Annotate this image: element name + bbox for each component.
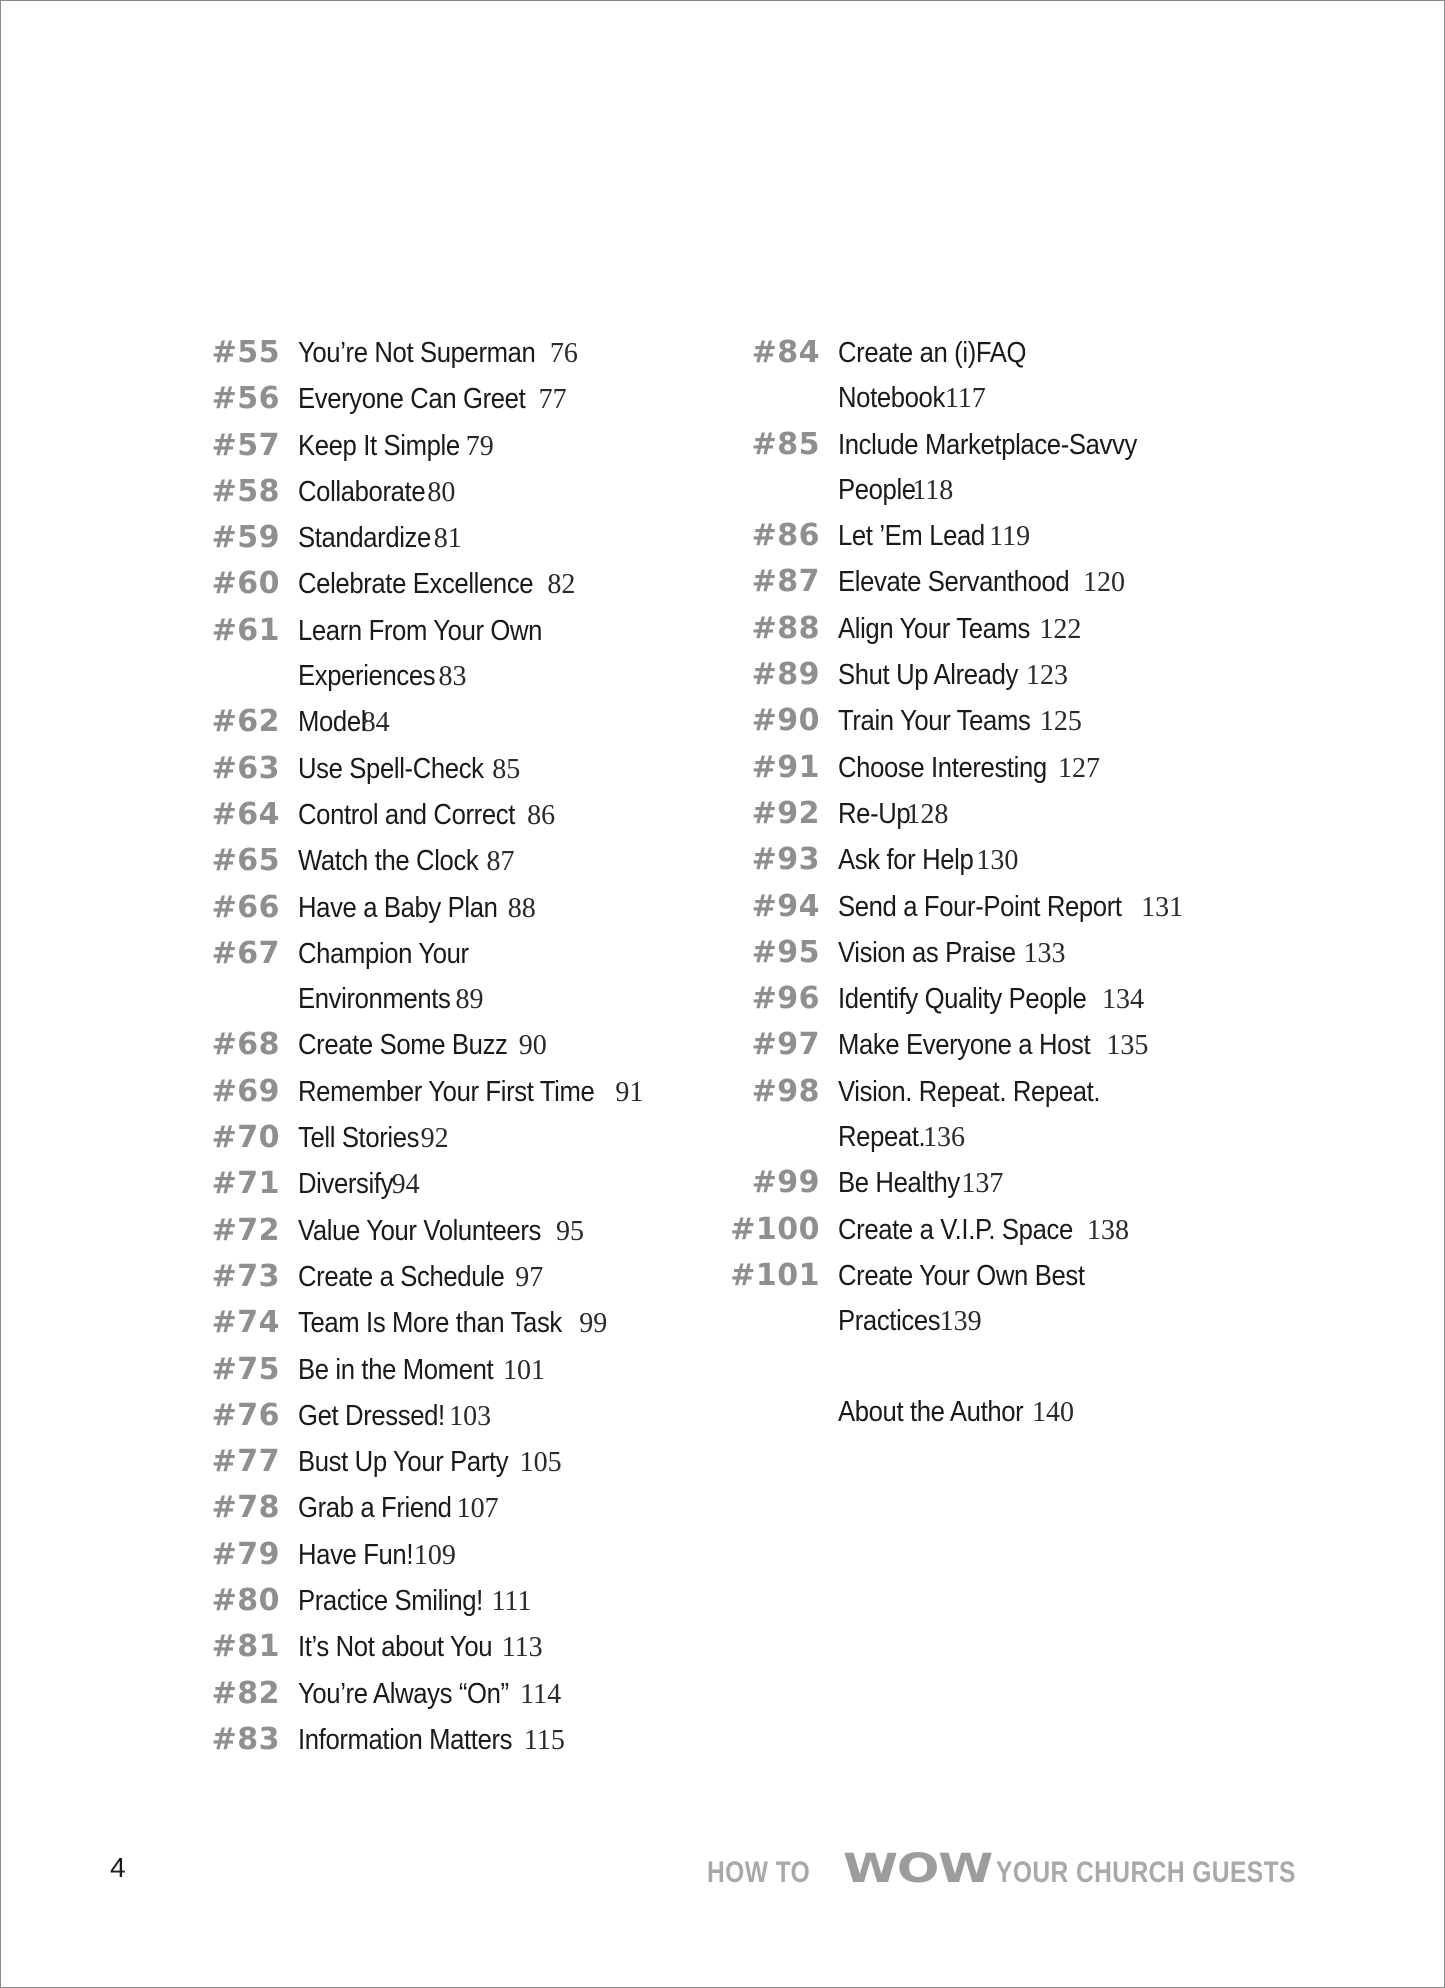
- toc-entry: [200, 608, 643, 700]
- toc-entry-page: 135: [1106, 1030, 1149, 1062]
- toc-entry-number: #66: [211, 889, 280, 925]
- toc-entry: [200, 376, 643, 422]
- toc-entry: [715, 930, 1183, 976]
- toc-entry-title: Be in the Moment: [298, 1353, 494, 1386]
- toc-entry-page: 140: [1031, 1396, 1074, 1428]
- toc-entry-title: Create Some Buzz: [298, 1029, 508, 1062]
- toc-entry-number: #81: [211, 1629, 280, 1665]
- toc-entry-number: #88: [751, 610, 820, 646]
- toc-entry-number: #68: [211, 1027, 280, 1063]
- toc-entry-number: #61: [211, 612, 280, 648]
- toc-entry-title: Use Spell-Check: [298, 752, 484, 785]
- toc-entry-page: 130: [976, 845, 1019, 877]
- toc-entry-page: 119: [989, 521, 1031, 553]
- toc-entry-title: Environments: [298, 983, 451, 1016]
- toc-entry-title: It’s Not about You: [298, 1631, 493, 1664]
- toc-entry-page: 82: [547, 569, 576, 601]
- toc-entry-page: 103: [449, 1400, 492, 1432]
- toc-entry-page: 127: [1058, 752, 1101, 784]
- toc-entry-page: 79: [465, 430, 494, 462]
- toc-entry: [200, 1161, 643, 1207]
- toc-entry-page: 83: [438, 661, 467, 693]
- toc-entry-page: 122: [1039, 613, 1082, 645]
- toc-entry-page: 123: [1025, 660, 1068, 692]
- toc-entry-page: 86: [527, 799, 556, 831]
- toc-entry-number: #76: [211, 1397, 280, 1433]
- toc-entry: [200, 931, 643, 1023]
- toc-entry-page: 136: [923, 1122, 966, 1154]
- toc-entry-number: #83: [211, 1721, 280, 1757]
- toc-entry-number: #75: [211, 1351, 280, 1387]
- toc-entry-number: #55: [211, 335, 280, 370]
- toc-entry: [715, 606, 1183, 652]
- toc-entry: [200, 1671, 643, 1717]
- toc-entry-number: #71: [211, 1166, 280, 1202]
- toc-entry-page: 94: [391, 1169, 420, 1201]
- toc-entry-page: 105: [519, 1447, 562, 1479]
- toc-entry-title: About the Author: [838, 1395, 1024, 1428]
- toc-entry-title: Vision as Praise: [838, 936, 1016, 969]
- toc-entry: [200, 515, 643, 561]
- toc-entry-title: Collaborate: [298, 475, 426, 508]
- toc-entry-title: Include Marketplace-Savvy: [838, 428, 1137, 461]
- running-footer: [707, 1846, 1362, 1892]
- toc-entry-title: Champion Your: [298, 937, 469, 970]
- toc-entry: [715, 1390, 1183, 1435]
- toc-entry-title: Let ’Em Lead: [838, 520, 985, 553]
- toc-entry-title: Model: [298, 706, 367, 739]
- toc-entry-page: 76: [549, 338, 578, 369]
- toc-entry-title: Identify Quality People: [838, 983, 1087, 1016]
- toc-entry-number: #85: [751, 426, 820, 462]
- toc-entry: [200, 885, 643, 931]
- toc-entry-title: Repeat.: [838, 1121, 926, 1154]
- toc-entry-number: #92: [751, 795, 820, 831]
- toc-entry-title: Remember Your First Time: [298, 1075, 595, 1108]
- toc-entry-title: Learn From Your Own: [298, 614, 543, 647]
- toc-entry-title: Standardize: [298, 522, 431, 555]
- toc-entry-title: Team Is More than Task: [298, 1307, 562, 1340]
- toc-entry-page: 133: [1023, 937, 1066, 969]
- toc-entry: [200, 1485, 643, 1531]
- toc-entry-page: 99: [579, 1308, 608, 1340]
- toc-entry-title: Create a Schedule: [298, 1260, 505, 1293]
- toc-entry: [200, 330, 643, 376]
- toc-entry-page: 85: [492, 753, 521, 785]
- toc-entry-number: #73: [211, 1258, 280, 1294]
- toc-entry-title: Have a Baby Plan: [298, 891, 498, 924]
- toc-entry-number: #70: [211, 1120, 280, 1156]
- toc-entry-page: 139: [939, 1306, 982, 1338]
- toc-entry: [200, 1300, 643, 1346]
- toc-entry: [715, 698, 1183, 744]
- toc-entry-page: 134: [1101, 984, 1144, 1016]
- toc-entry-title: Choose Interesting: [838, 751, 1047, 784]
- toc-entry-number: #77: [211, 1444, 280, 1480]
- toc-entry-page: 92: [420, 1123, 449, 1155]
- toc-entry-title: Elevate Servanthood: [838, 566, 1070, 599]
- page-number: 4: [110, 1852, 126, 1883]
- toc-entry: [200, 1115, 643, 1161]
- toc-entry-number: #89: [751, 657, 820, 693]
- toc-entry-title: Be Healthy: [838, 1167, 960, 1200]
- toc-entry-number: #97: [751, 1027, 820, 1063]
- toc-entry-number: #72: [211, 1212, 280, 1248]
- footer-title-prefix: HOW TO: [707, 1856, 811, 1889]
- toc-entry-title: Watch the Clock: [298, 845, 479, 878]
- toc-entry: [715, 791, 1183, 837]
- toc-entry: [200, 423, 643, 469]
- toc-entry-number: #65: [211, 843, 280, 879]
- toc-entry-title: Make Everyone a Host: [838, 1029, 1091, 1062]
- toc-entry-title: Practices: [838, 1305, 941, 1338]
- toc-entry: [715, 559, 1183, 605]
- toc-spacer: [715, 1345, 1183, 1390]
- toc-entry-page: 101: [502, 1354, 545, 1386]
- toc-entry-page: 84: [361, 707, 390, 739]
- toc-entry-title: Diversify: [298, 1168, 394, 1201]
- toc-entry: [715, 422, 1183, 514]
- toc-entry-number: #93: [751, 842, 820, 878]
- toc-entry-page: 91: [615, 1076, 644, 1108]
- toc-entry: [200, 1254, 643, 1300]
- toc-entry: [715, 976, 1183, 1022]
- toc-entry-title: Create an (i)FAQ: [838, 337, 1027, 369]
- toc-entry-title: Practice Smiling!: [298, 1585, 483, 1618]
- toc-entry: [715, 652, 1183, 698]
- toc-entry-page: 89: [455, 984, 484, 1016]
- toc-entry-title: Have Fun!: [298, 1538, 414, 1571]
- toc-entry: [200, 1069, 643, 1115]
- toc-entry-title: Re-Up: [838, 797, 911, 830]
- toc-entry-title: Celebrate Excellence: [298, 568, 534, 601]
- toc-entry-number: #100: [730, 1211, 820, 1247]
- toc-column-right: [715, 330, 1183, 1435]
- toc-entry: [715, 513, 1183, 559]
- toc-entry: [200, 469, 643, 515]
- toc-entry-number: #59: [211, 520, 280, 556]
- toc-entry-page: 81: [433, 523, 462, 555]
- toc-entry: [715, 884, 1183, 930]
- toc-entry-number: #64: [211, 796, 280, 832]
- toc-entry: [200, 1347, 643, 1393]
- toc-entry-number: #84: [751, 335, 820, 370]
- toc-entry: [200, 746, 643, 792]
- toc-entry-title: Vision. Repeat. Repeat.: [838, 1075, 1101, 1108]
- toc-entry-title: Control and Correct: [298, 798, 515, 831]
- toc-entry-title: Align Your Teams: [838, 612, 1030, 645]
- toc-entry-number: #95: [751, 934, 820, 970]
- toc-column-left: [200, 330, 643, 1763]
- toc-entry-page: 97: [515, 1261, 544, 1293]
- toc-entry-page: 80: [427, 476, 456, 508]
- toc-entry-page: 95: [555, 1215, 584, 1247]
- toc-entry-title: Create Your Own Best: [838, 1259, 1085, 1292]
- toc-entry-title: Bust Up Your Party: [298, 1446, 509, 1479]
- toc-entry: [715, 1253, 1183, 1345]
- toc-entry-number: #63: [211, 750, 280, 786]
- toc-entry-number: #60: [211, 566, 280, 602]
- toc-entry-title: Everyone Can Greet: [298, 383, 526, 416]
- toc-entry-page: 117: [944, 383, 986, 415]
- toc-entry-number: #79: [211, 1536, 280, 1572]
- toc-entry-page: 87: [486, 846, 515, 878]
- toc-entry-title: Shut Up Already: [838, 659, 1018, 692]
- toc-entry-page: 125: [1039, 706, 1082, 738]
- toc-entry: [200, 1717, 643, 1763]
- toc-entry-page: 120: [1083, 567, 1125, 599]
- toc-entry: [200, 792, 643, 838]
- toc-entry-number: #99: [751, 1165, 820, 1201]
- toc-entry-title: Ask for Help: [838, 844, 974, 877]
- toc-entry-title: Get Dressed!: [298, 1399, 445, 1432]
- toc-entry-title: Keep It Simple: [298, 429, 460, 462]
- toc-entry: [715, 1207, 1183, 1253]
- toc-entry-number: #90: [751, 703, 820, 739]
- toc-entry-page: 128: [906, 798, 949, 830]
- toc-entry-number: #101: [730, 1257, 820, 1293]
- toc-entry-page: 109: [413, 1539, 456, 1571]
- toc-entry-number: #78: [211, 1490, 280, 1526]
- toc-entry-number: #82: [211, 1675, 280, 1711]
- toc-entry-number: #91: [751, 749, 820, 785]
- toc-entry: [200, 1208, 643, 1254]
- toc-entry-number: #80: [211, 1583, 280, 1619]
- toc-entry: [200, 838, 643, 884]
- toc-entry-page: 111: [491, 1586, 532, 1618]
- toc-entry: [715, 330, 1183, 422]
- toc-entry: [200, 1532, 643, 1578]
- toc-entry-title: Grab a Friend: [298, 1492, 452, 1525]
- toc-entry: [200, 1439, 643, 1485]
- toc-entry-title: Train Your Teams: [838, 705, 1031, 738]
- toc-entry-page: 114: [520, 1678, 562, 1710]
- toc-entry: [200, 1022, 643, 1068]
- toc-entry-page: 77: [538, 384, 567, 416]
- footer-title-suffix: YOUR CHURCH GUESTS: [996, 1856, 1296, 1889]
- toc-entry: [200, 1624, 643, 1670]
- toc-entry-number: #62: [211, 704, 280, 740]
- toc-entry-page: 107: [456, 1493, 499, 1525]
- toc-entry-title: Send a Four-Point Report: [838, 890, 1122, 923]
- toc-entry-page: 138: [1086, 1214, 1129, 1246]
- toc-entry-title: Value Your Volunteers: [298, 1214, 541, 1247]
- toc-entry-number: #69: [211, 1073, 280, 1109]
- toc-entry-title: You’re Always “On”: [298, 1677, 509, 1710]
- toc-entry-page: 113: [501, 1632, 543, 1664]
- toc-entry-page: 88: [507, 892, 536, 924]
- toc-entry: [200, 1578, 643, 1624]
- toc-entry-title: Create a V.I.P. Space: [838, 1213, 1073, 1246]
- toc-entry-title: People: [838, 473, 916, 506]
- toc-entry: [715, 1069, 1183, 1161]
- toc-entry-title: Notebook: [838, 382, 945, 415]
- toc-entry: [715, 837, 1183, 883]
- toc-entry-page: 90: [518, 1030, 547, 1062]
- toc-entry-page: 118: [912, 474, 954, 506]
- toc-entry-title: You’re Not Superman: [298, 337, 536, 369]
- toc-entry: [715, 745, 1183, 791]
- toc-entry-title: Information Matters: [298, 1723, 513, 1756]
- footer-title-wow: WOW: [842, 1846, 992, 1892]
- toc-entry: [200, 699, 643, 745]
- toc-entry: [715, 1160, 1183, 1206]
- toc-entry-number: #96: [751, 981, 820, 1017]
- toc-entry-number: #74: [211, 1305, 280, 1341]
- toc-entry-title: Tell Stories: [298, 1122, 420, 1155]
- toc-entry: [715, 1022, 1183, 1068]
- toc-entry-number: #58: [211, 473, 280, 509]
- toc-entry-number: #94: [751, 888, 820, 924]
- toc-entry-number: #57: [211, 427, 280, 463]
- toc-entry: [200, 1393, 643, 1439]
- toc-entry-title: Experiences: [298, 660, 436, 693]
- toc-entry-number: #86: [751, 518, 820, 554]
- toc-entry-page: 131: [1141, 891, 1184, 923]
- toc-entry-number: #56: [211, 381, 280, 417]
- toc-entry-page: 115: [523, 1724, 565, 1756]
- toc-entry-number: #67: [211, 935, 280, 971]
- toc-entry-page: 137: [961, 1168, 1004, 1200]
- toc-entry-number: #87: [751, 564, 820, 600]
- toc-entry: [200, 561, 643, 607]
- toc-entry-number: #98: [751, 1073, 820, 1109]
